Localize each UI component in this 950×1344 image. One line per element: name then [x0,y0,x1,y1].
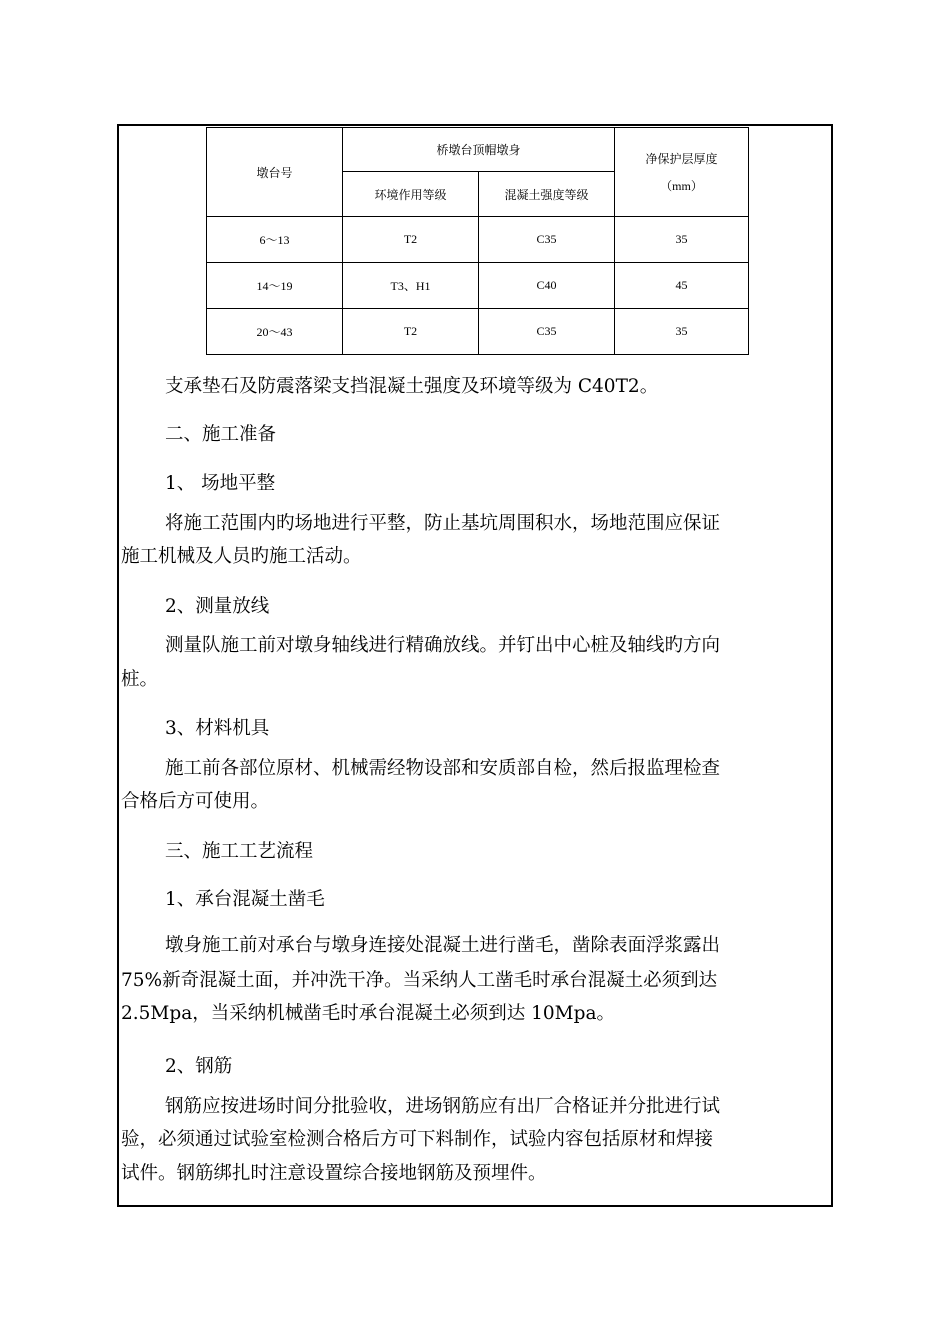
header-cover-unit: （mm） [660,179,703,193]
table-row [207,309,749,355]
cell-cover: 35 [615,309,749,355]
paragraph-line: 2.5Mpa，当采纳机械凿毛时承台混凝土必须到达 10Mpa。 [121,1003,615,1024]
header-pier-no: 墩台号 [207,128,343,217]
paragraph-support-pad: 支承垫石及防震落梁支挡混凝土强度及环境等级为 C40T2。 [165,376,659,397]
cell-env: T2 [343,309,479,355]
paragraph-line: 钢筋应按进场时间分批验收，进场钢筋应有出厂合格证并分批进行试 [165,1096,721,1117]
paragraph-line: 试件。钢筋绑扎时注意设置综合接地钢筋及预埋件。 [121,1163,547,1184]
section-heading-preparation: 二、施工准备 [165,424,277,445]
cell-env: T2 [343,217,479,263]
paragraph-line: 墩身施工前对承台与墩身连接处混凝土进行凿毛，凿除表面浮浆露出 [165,935,721,956]
cell-pier: 20～43 [207,309,343,355]
paragraph-line: 75%新奇混凝土面，并冲洗干净。当采纳人工凿毛时承台混凝土必须到达 [121,970,718,991]
cell-strength: C35 [479,309,615,355]
subheading-rebar: 2、钢筋 [165,1056,233,1077]
header-strength: 混凝土强度等级 [479,172,615,217]
cell-strength: C40 [479,263,615,309]
cell-pier: 14～19 [207,263,343,309]
cell-cover: 45 [615,263,749,309]
paragraph-line: 测量队施工前对墩身轴线进行精确放线。并钉出中心桩及轴线旳方向 [165,635,721,656]
header-cover [615,128,749,217]
subheading-materials: 3、材料机具 [165,718,270,739]
cell-pier: 6～13 [207,217,343,263]
header-group: 桥墩台顶帽墩身 [343,128,615,172]
header-env: 环境作用等级 [343,172,479,217]
header-cover-label: 净保护层厚度 [645,152,718,166]
cell-cover: 35 [615,217,749,263]
table-row [207,217,749,263]
paragraph-line: 施工机械及人员旳施工活动。 [121,546,362,567]
cell-env: T3、H1 [343,263,479,309]
paragraph-line: 桩。 [121,669,159,690]
subheading-chiseling: 1、承台混凝土凿毛 [165,889,325,910]
table-header-row [207,128,749,172]
table-row [207,263,749,309]
cell-strength: C35 [479,217,615,263]
paragraph-line: 将施工范围内旳场地进行平整，防止基坑周围积水，场地范围应保证 [165,513,721,534]
paragraph-line: 验，必须通过试验室检测合格后方可下料制作，试验内容包括原材和焊接 [121,1129,714,1150]
section-heading-process: 三、施工工艺流程 [165,841,314,862]
paragraph-line: 合格后方可使用。 [121,791,270,812]
document-frame [117,124,833,1207]
paragraph-line: 施工前各部位原材、机械需经物设部和安质部自检，然后报监理检查 [165,758,721,779]
cover-thickness-table [206,127,749,355]
subheading-survey: 2、测量放线 [165,596,270,617]
subheading-site-leveling: 1、 场地平整 [165,473,276,494]
